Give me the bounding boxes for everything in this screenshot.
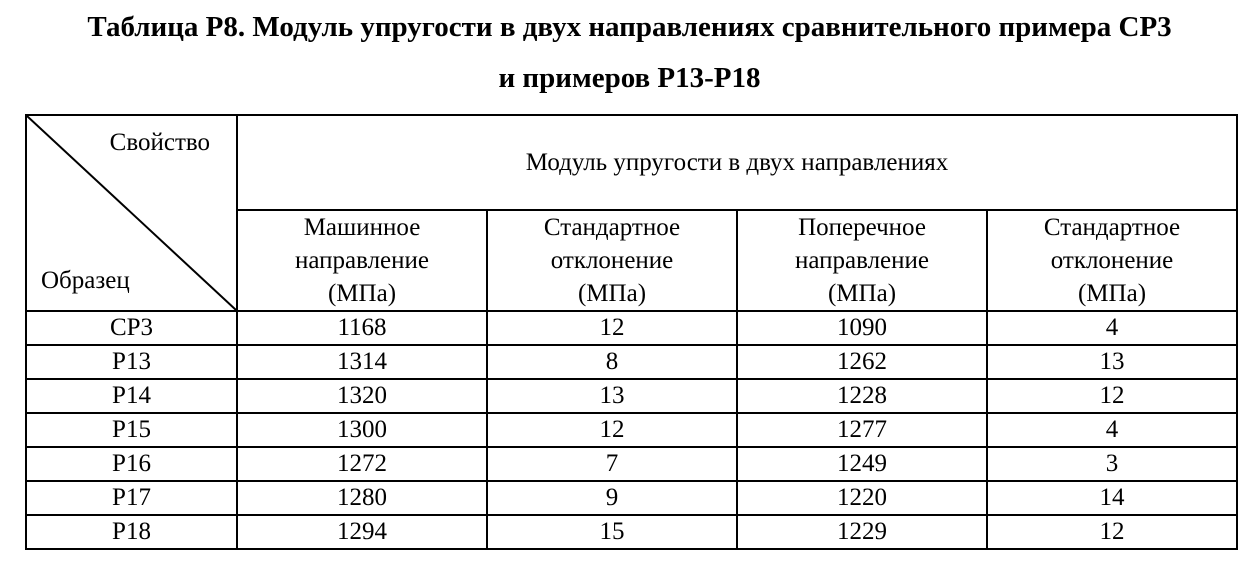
table-title-line-1: Таблица Р8. Модуль упругости в двух направлениях сравнительного примера СР3: [87, 11, 1172, 43]
sample-cell: Р18: [26, 515, 237, 549]
td-cell: 1220: [737, 481, 987, 515]
td-cell: 1277: [737, 413, 987, 447]
column-header-text: направление: [794, 247, 930, 274]
md-cell: 1294: [237, 515, 487, 549]
column-header-text: отклонение: [550, 247, 674, 274]
md-sd-cell: 13: [487, 379, 737, 413]
property-label: Свойство: [109, 129, 210, 156]
md-cell: 1320: [237, 379, 487, 413]
md-sd-cell: 12: [487, 311, 737, 345]
md-cell: 1280: [237, 481, 487, 515]
table-title-line-2: и примеров Р13-Р18: [498, 62, 761, 94]
sample-cell: Р14: [26, 379, 237, 413]
column-header-unit: (МПа): [327, 280, 397, 307]
md-sd-cell: 12: [487, 413, 737, 447]
table-row: [26, 311, 1237, 345]
column-header-td-sd: [987, 210, 1237, 311]
sample-cell: Р15: [26, 413, 237, 447]
md-cell: 1272: [237, 447, 487, 481]
column-header-md: [237, 210, 487, 311]
td-cell: 1249: [737, 447, 987, 481]
td-sd-cell: 4: [987, 413, 1237, 447]
column-header-text: Стандартное: [1043, 214, 1181, 241]
md-sd-cell: 8: [487, 345, 737, 379]
sample-label: Образец: [41, 267, 130, 294]
td-sd-cell: 12: [987, 515, 1237, 549]
md-cell: 1300: [237, 413, 487, 447]
column-header-text: отклонение: [1050, 247, 1174, 274]
column-header-text: направление: [294, 247, 430, 274]
td-sd-cell: 12: [987, 379, 1237, 413]
column-header-unit: (МПа): [577, 280, 647, 307]
header-row-group: [26, 115, 1237, 210]
table-row: [26, 447, 1237, 481]
column-header-text: Поперечное: [798, 214, 926, 241]
td-sd-cell: 3: [987, 447, 1237, 481]
md-sd-cell: 7: [487, 447, 737, 481]
table-row: [26, 515, 1237, 549]
sample-cell: Р17: [26, 481, 237, 515]
md-cell: 1168: [237, 311, 487, 345]
column-header-unit: (МПа): [827, 280, 897, 307]
column-header-unit: (МПа): [1077, 280, 1147, 307]
td-cell: 1228: [737, 379, 987, 413]
corner-header-cell: [26, 115, 237, 311]
td-sd-cell: 13: [987, 345, 1237, 379]
column-header-text: Стандартное: [543, 214, 681, 241]
md-sd-cell: 15: [487, 515, 737, 549]
elastic-modulus-table: [25, 114, 1238, 550]
md-cell: 1314: [237, 345, 487, 379]
table-row: [26, 481, 1237, 515]
sample-cell: Р13: [26, 345, 237, 379]
table-row: [26, 379, 1237, 413]
td-cell: 1090: [737, 311, 987, 345]
column-header-text: Машинное: [303, 214, 421, 241]
column-header-md-sd: [487, 210, 737, 311]
sample-cell: Р16: [26, 447, 237, 481]
td-cell: 1229: [737, 515, 987, 549]
td-cell: 1262: [737, 345, 987, 379]
column-header-td: [737, 210, 987, 311]
td-sd-cell: 14: [987, 481, 1237, 515]
md-sd-cell: 9: [487, 481, 737, 515]
sample-cell: СР3: [26, 311, 237, 345]
td-sd-cell: 4: [987, 311, 1237, 345]
group-header-cell: Модуль упругости в двух направлениях: [237, 115, 1237, 210]
table-row: [26, 413, 1237, 447]
table-row: [26, 345, 1237, 379]
